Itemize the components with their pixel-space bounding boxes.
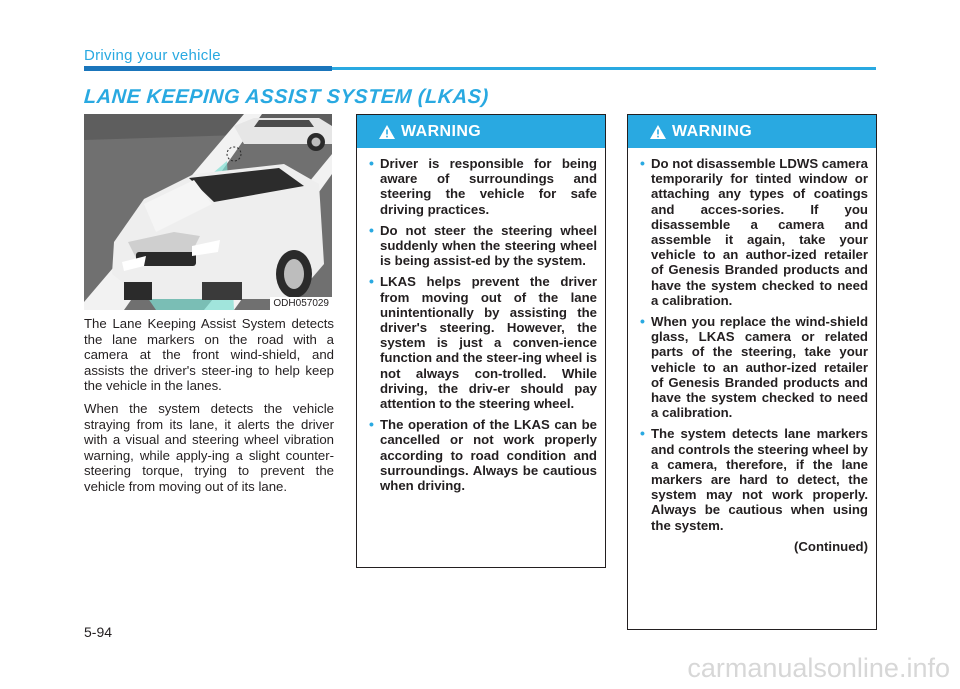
warning-title: WARNING xyxy=(672,122,753,140)
warning-item xyxy=(369,274,597,411)
bullet-icon: • xyxy=(640,313,645,330)
continued-label: (Continued) xyxy=(794,538,868,554)
warning-item xyxy=(369,156,597,217)
warning-item-text: Driver is responsible for being aware of surroundings and steering the vehicle for safe driving practices. xyxy=(380,156,597,217)
bullet-icon: • xyxy=(640,155,645,171)
watermark: carmanualsonline.info xyxy=(687,653,950,683)
intro-paragraph-1: The Lane Keeping Assist System detects the lane markers on the road with a camera at the front wind-shield, and assists the driver's steer-ing to help keep the vehicle in the lanes. xyxy=(84,316,334,394)
warning-item-text: When you replace the wind-shield glass, LKAS camera or related parts of the steering, take your vehicle to an author-ized retailer of Genesis Branded products and have the system checked to need a calibration. xyxy=(651,314,868,421)
warning-item-text: LKAS helps prevent the driver from moving out of the lane unintentionally by assisting the driver's steering. However, the system is just a conven-ience function and the steer-ing wheel is not always con-trolled. While driving, the driv-er should pay attention to the steering wheel. xyxy=(380,274,597,412)
warning-title: WARNING xyxy=(401,122,482,140)
page-number: 5-94 xyxy=(84,624,113,640)
page-title: LANE KEEPING ASSIST SYSTEM (LKAS) xyxy=(83,86,490,108)
warning-box-2 xyxy=(627,114,877,630)
bullet-icon: • xyxy=(369,221,374,238)
section-label: Driving your vehicle xyxy=(84,47,221,64)
bullet-icon: • xyxy=(640,425,645,442)
warning-box-1 xyxy=(356,114,606,568)
warning-item-text: Do not disassemble LDWS camera temporarily for tinted window or attaching any types of coatings and acces-sories. If you disassemble a camera and assemble it again, take your vehicle to an author-ized retailer of Genesis Branded products and have the system checked to need a calibration. xyxy=(651,156,868,308)
warning-item xyxy=(640,314,868,420)
warning-header xyxy=(628,115,876,148)
intro-text xyxy=(84,316,334,502)
car-lane-illustration xyxy=(84,114,332,310)
intro-paragraph-2: When the system detects the vehicle straying from its lane, it alerts the driver with a visual and steering wheel vibration warning, while apply-ing a slight counter-steering torque, trying to prevent the vehicle from moving out of its lane. xyxy=(84,400,334,494)
warning-item-text: The operation of the LKAS can be cancelled or not work properly according to road condition and surroundings. Always be cautious when driving. xyxy=(380,417,597,494)
warning-triangle-icon xyxy=(650,125,666,139)
lkas-illustration xyxy=(84,114,332,310)
warning-header xyxy=(357,115,605,148)
warning-triangle-icon xyxy=(379,125,395,139)
warning-body xyxy=(628,148,876,554)
warning-body xyxy=(357,148,605,493)
warning-item-text: Do not steer the steering wheel suddenly when the steering wheel is being assist-ed by the system. xyxy=(380,222,597,269)
bullet-icon: • xyxy=(369,273,374,290)
warning-item xyxy=(640,426,868,532)
figure-code: ODH057029 xyxy=(270,297,332,310)
warning-item xyxy=(369,417,597,493)
warning-item-text: The system detects lane markers and controls the steering wheel by a camera, therefore, if the lane markers are hard to detect, the system may not work properly. Always be cautious when using the system. xyxy=(651,426,868,533)
header-rule-dark xyxy=(84,66,332,71)
header-rule-light xyxy=(332,67,876,70)
bullet-icon: • xyxy=(369,416,374,433)
warning-item xyxy=(640,156,868,308)
bullet-icon: • xyxy=(369,155,374,171)
warning-item xyxy=(369,223,597,269)
